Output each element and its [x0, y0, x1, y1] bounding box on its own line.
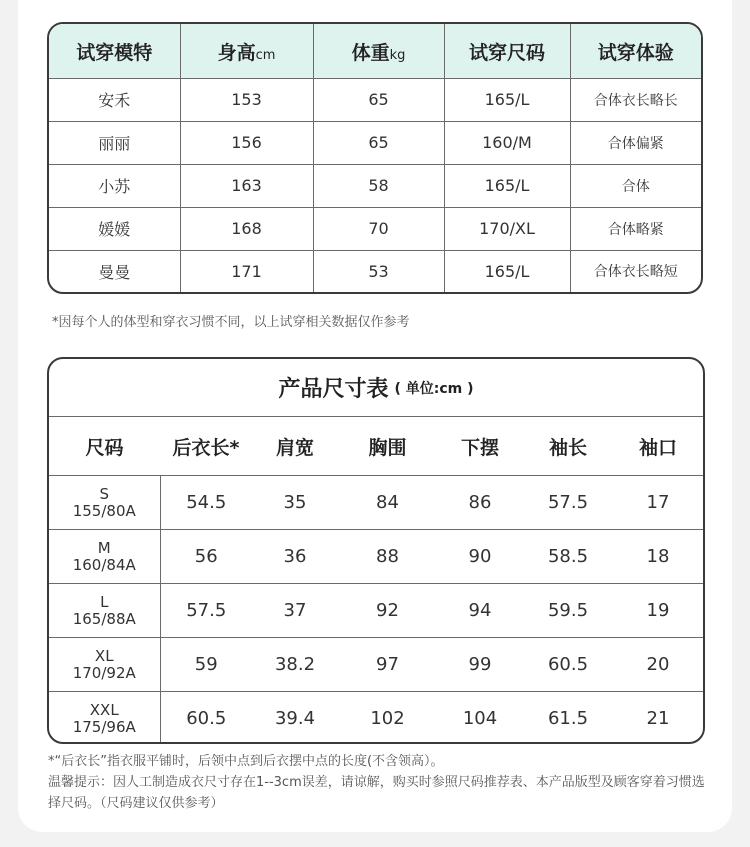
sleeve-length: 59.5: [523, 584, 613, 638]
shoulder: 37: [252, 584, 338, 638]
size-label: L 165/88A: [49, 584, 160, 638]
model-height: 153: [180, 79, 313, 122]
hem: 99: [437, 638, 523, 692]
model-fit: 合体偏紧: [570, 121, 701, 164]
cuff: 19: [613, 584, 703, 638]
size-label: M 160/84A: [49, 530, 160, 584]
tryon-header-fit: 试穿体验: [570, 24, 701, 79]
size-header-hem: 下摆: [437, 417, 523, 476]
sleeve-length: 58.5: [523, 530, 613, 584]
tryon-header-row: [49, 24, 701, 79]
hem: 104: [462, 708, 498, 729]
model-size: 165/L: [444, 79, 570, 122]
cuff: 20: [613, 638, 703, 692]
sleeve-length: 61.5: [547, 708, 589, 729]
model-fit: 合体衣长略长: [570, 79, 701, 122]
chest: 84: [338, 476, 437, 530]
size-header-cuff: 袖口: [613, 417, 703, 476]
chest: 97: [338, 638, 437, 692]
tips-note: 温馨提示：因人工制造成衣尺寸存在1--3cm误差，请谅解，购买时参照尺码推荐表、本产品版型及顾客穿着习惯选择尺码。（尺码建议仅供参考）: [48, 775, 705, 811]
model-size: 160/M: [444, 121, 570, 164]
size-chart-unit: ( 单位:cm ): [394, 380, 474, 397]
size-header-size: 尺码: [49, 417, 160, 476]
shoulder: 35: [252, 476, 338, 530]
model-height: 171: [180, 250, 313, 292]
back-length: 54.5: [160, 476, 252, 530]
table-row: [49, 164, 701, 207]
model-height: 168: [180, 207, 313, 250]
model-height: 163: [180, 164, 313, 207]
cuff: 21: [646, 708, 670, 729]
model-name: 曼曼: [49, 250, 180, 292]
size-chart-notes: [48, 751, 708, 814]
hem: 94: [437, 584, 523, 638]
back-length: 56: [160, 530, 252, 584]
size-header-sleeve-length: 袖长: [523, 417, 613, 476]
size-chart-title: 产品尺寸表: [278, 377, 389, 402]
tryon-table: [47, 22, 703, 294]
model-size: 170/XL: [444, 207, 570, 250]
model-weight: 53: [313, 250, 444, 292]
tryon-note: *因每个人的体型和穿衣习惯不同，以上试穿相关数据仅作参考: [52, 315, 410, 330]
model-size: 165/L: [444, 164, 570, 207]
tryon-header-weight: 体重kg: [313, 24, 444, 79]
model-name: 安禾: [49, 79, 180, 122]
shoulder: 36: [252, 530, 338, 584]
sleeve-length: 60.5: [523, 638, 613, 692]
tryon-header-size: 试穿尺码: [444, 24, 570, 79]
model-weight: 58: [313, 164, 444, 207]
table-row: [49, 121, 701, 164]
model-fit: 合体略紧: [570, 207, 701, 250]
size-label: XXL 175/96A: [49, 692, 160, 745]
back-length: 57.5: [160, 584, 252, 638]
table-row: [49, 79, 701, 122]
table-row: [49, 207, 701, 250]
shoulder: 39.4: [274, 708, 316, 729]
model-name: 媛媛: [49, 207, 180, 250]
size-chart-title-bar: [49, 359, 703, 417]
table-row: [49, 692, 703, 745]
back-length: 59: [160, 638, 252, 692]
model-weight: 65: [313, 121, 444, 164]
model-weight: 65: [313, 79, 444, 122]
size-chart-table: [47, 357, 705, 744]
model-name: 小苏: [49, 164, 180, 207]
cuff: 17: [613, 476, 703, 530]
tryon-header-model: 试穿模特: [49, 24, 180, 79]
model-name: 丽丽: [49, 121, 180, 164]
size-header-row: [49, 417, 703, 476]
model-weight: 70: [313, 207, 444, 250]
chest: 102: [370, 708, 405, 729]
back-length: 60.5: [186, 708, 227, 729]
table-row: [49, 638, 703, 692]
tryon-header-height: 身高cm: [180, 24, 313, 79]
size-header-shoulder: 肩宽: [252, 417, 338, 476]
model-fit: 合体: [570, 164, 701, 207]
shoulder: 38.2: [252, 638, 338, 692]
size-header-back-length: 后衣长*: [160, 417, 252, 476]
model-fit: 合体衣长略短: [593, 264, 678, 281]
table-row: [49, 584, 703, 638]
hem: 86: [437, 476, 523, 530]
model-size: 165/L: [444, 250, 570, 292]
size-label: XL 170/92A: [49, 638, 160, 692]
table-row: [49, 250, 701, 292]
model-height: 156: [180, 121, 313, 164]
table-row: [49, 530, 703, 584]
chest: 92: [338, 584, 437, 638]
sleeve-length: 57.5: [523, 476, 613, 530]
back-length-note: *“后衣长”指衣服平铺时，后领中点到后衣摆中点的长度(不含领高）。: [48, 754, 444, 769]
hem: 90: [437, 530, 523, 584]
size-label: S 155/80A: [49, 476, 160, 530]
table-row: [49, 476, 703, 530]
cuff: 18: [613, 530, 703, 584]
chest: 88: [338, 530, 437, 584]
size-header-chest: 胸围: [338, 417, 437, 476]
